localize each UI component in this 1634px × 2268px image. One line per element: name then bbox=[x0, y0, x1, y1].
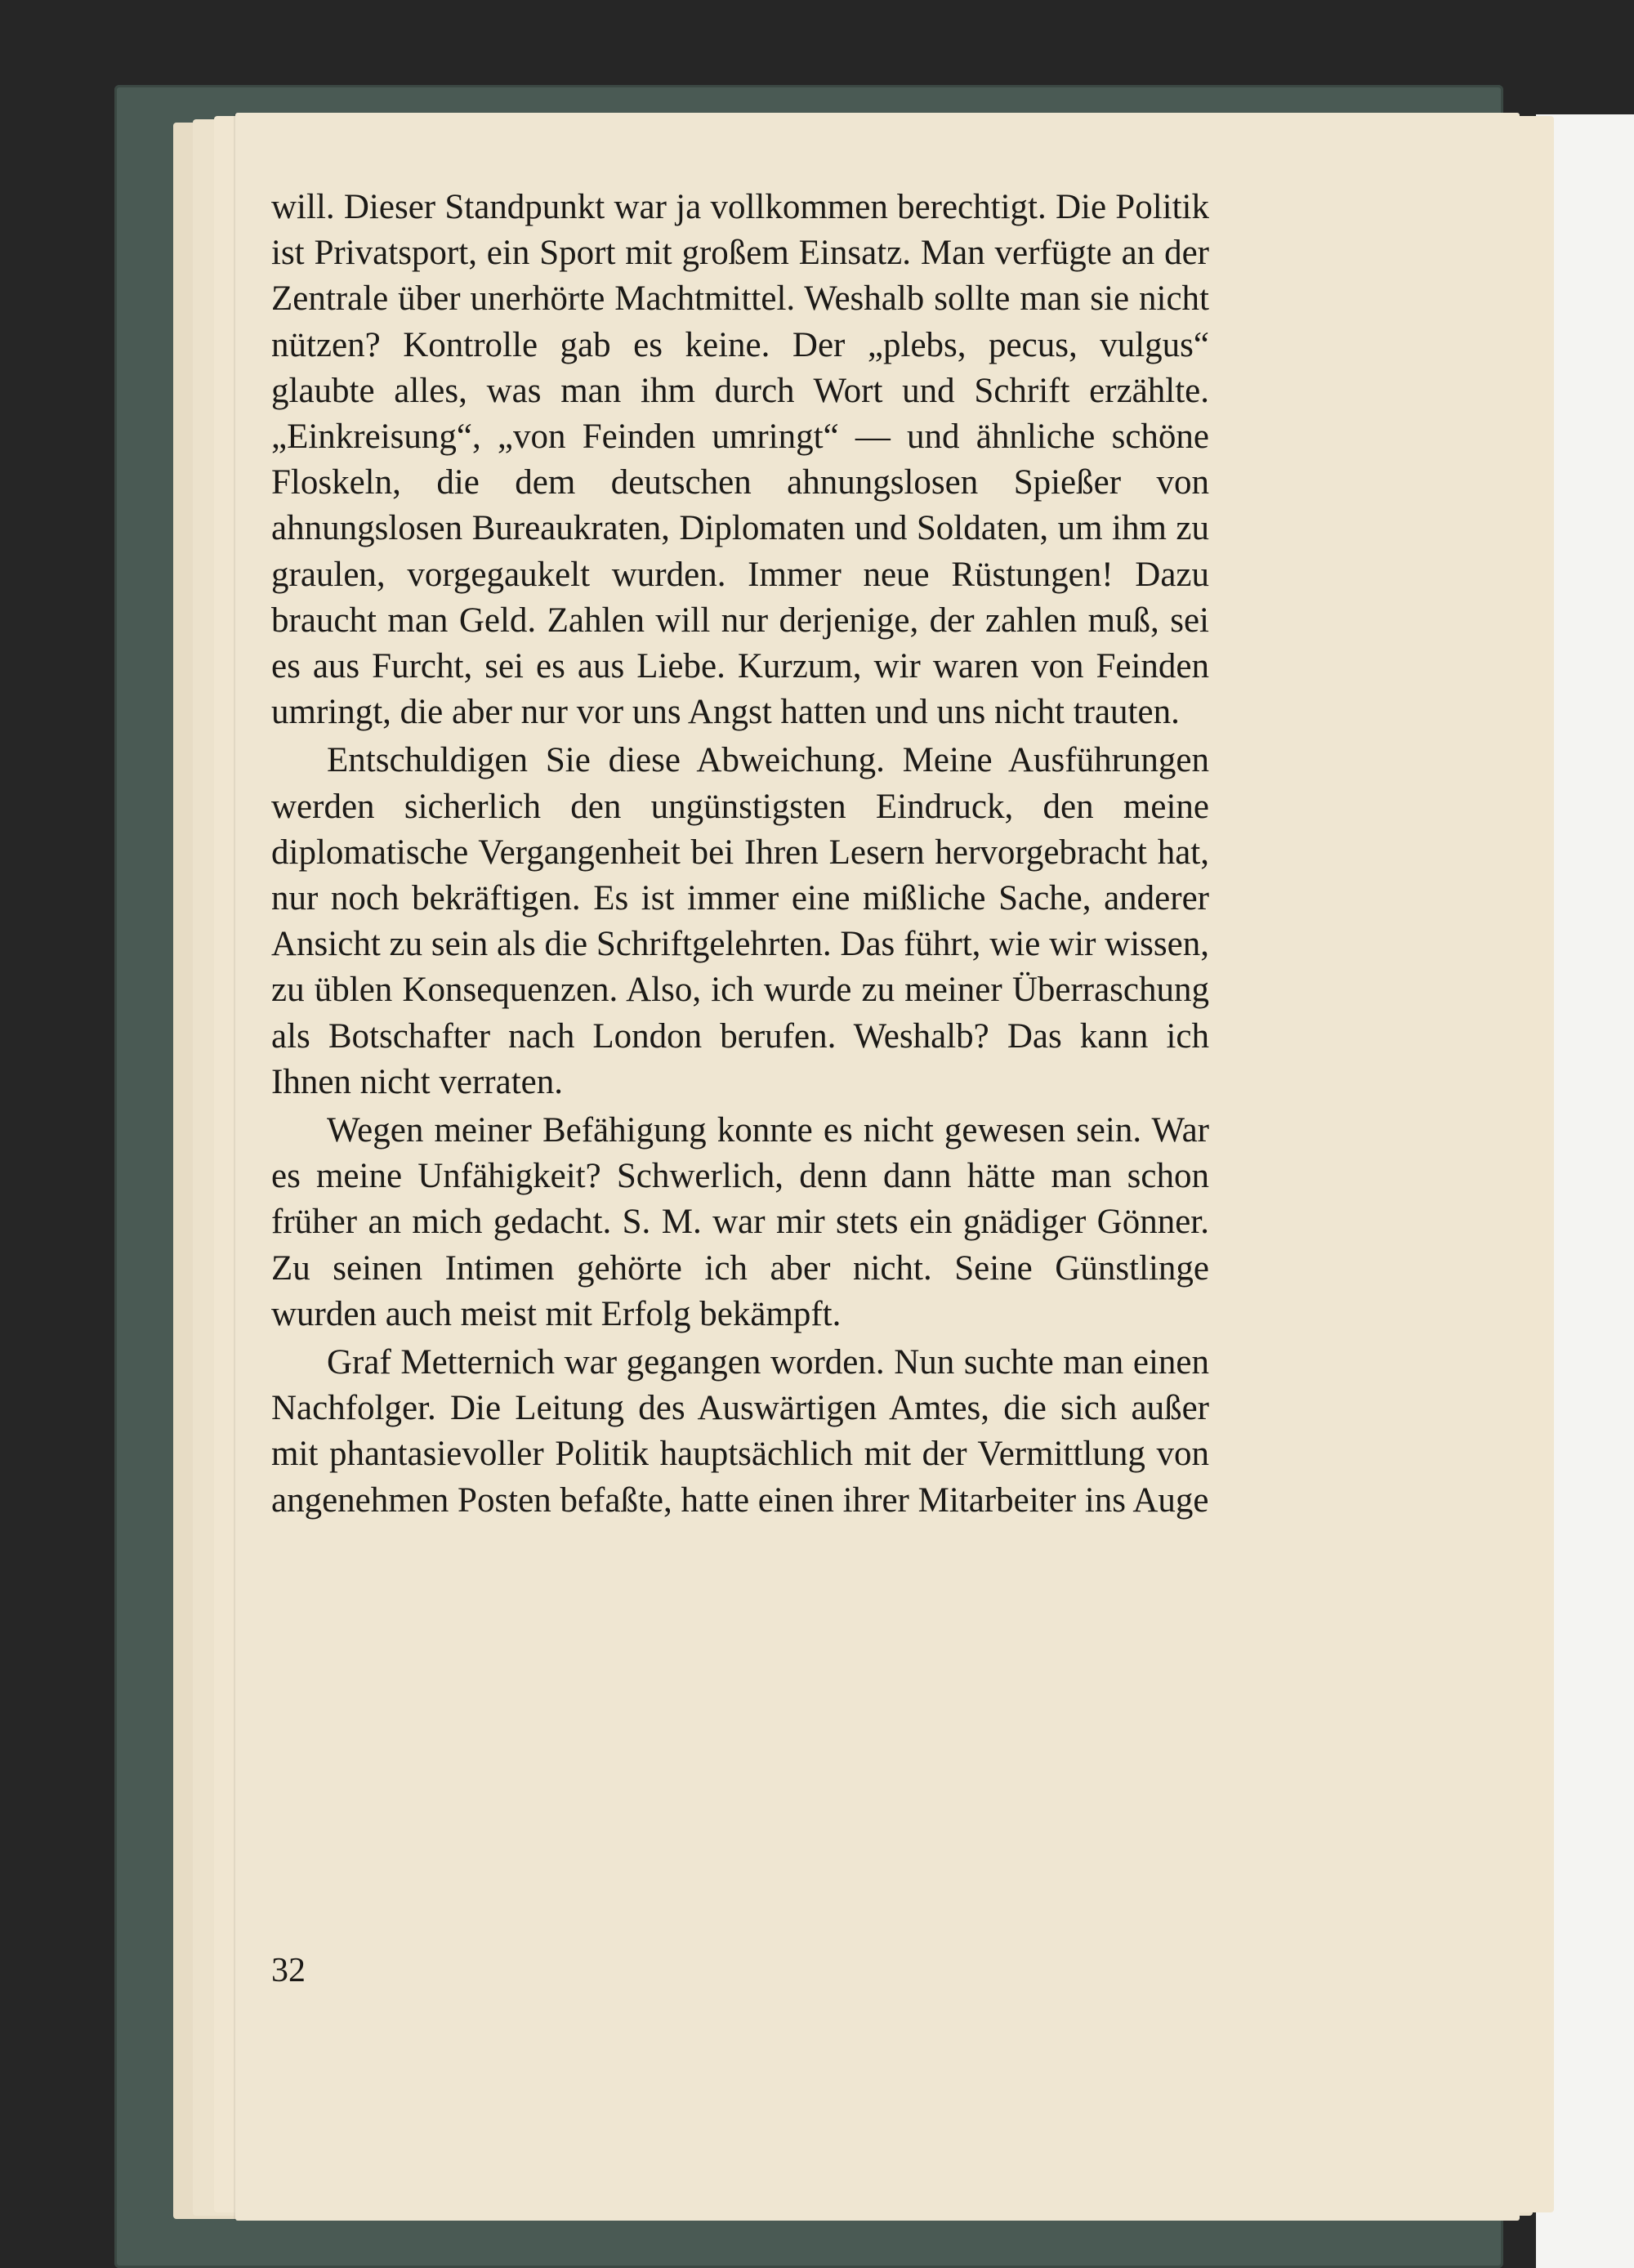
paragraph-4: Graf Metternich war gegangen worden. Nun suchte man einen Nachfolger. Die Leitung des Auswärtigen Amtes, die sich außer mit phantasievoller Politik hauptsächlich mit der Vermittlung von angenehmen Posten befaßte, hatte einen ihrer Mitarbeiter ins Auge bbox=[271, 1343, 1209, 1520]
paragraph-3: Wegen meiner Befähigung konnte es nicht gewesen sein. War es meine Unfähigkeit? Schwerlich, denn dann hätte man schon früher an mich gedacht. S. M. war mir stets ein gnädiger Gönner. Zu seinen Intimen gehörte ich aber nicht. Seine Günstlinge wurden auch meist mit Erfolg bekämpft. bbox=[271, 1111, 1209, 1333]
body-text bbox=[271, 185, 1209, 1524]
paragraph-1: will. Dieser Standpunkt war ja vollkommen berechtigt. Die Politik ist Privatsport, ein Sport mit großem Einsatz. Man verfügte an der Zentrale über unerhörte Machtmittel. Weshalb sollte man sie nicht nützen? Kontrolle gab es keine. Der „plebs, pecus, vulgus“ glaubte alles, was man ihm durch Wort und Schrift erzählte. „Einkreisung“, „von Feinden umringt“ — und ähnliche schöne Floskeln, die dem deutschen ahnungslosen Spießer von ahnungslosen Bureaukraten, Diplomaten und Soldaten, um ihm zu graulen, vorgegaukelt wurden. Immer neue Rüstungen! Dazu braucht man Geld. Zahlen will nur derjenige, der zahlen muß, sei es aus Furcht, sei es aus Liebe. Kurzum, wir waren von Feinden umringt, die aber nur vor uns Angst hatten und uns nicht trauten. bbox=[271, 188, 1209, 732]
paragraph-2: Entschuldigen Sie diese Abweichung. Meine Ausführungen werden sicherlich den ungünstigsten Eindruck, den meine diplomatische Vergangenheit bei Ihren Lesern hervorgebracht hat, nur noch bekräftigen. Es ist immer eine mißliche Sache, anderer Ansicht zu sein als die Schriftgelehrten. Das führt, wie wir wissen, zu üblen Konsequenzen. Also, ich wurde zu meiner Überraschung als Botschafter nach London berufen. Weshalb? Das kann ich Ihnen nicht verraten. bbox=[271, 741, 1209, 1101]
page-number: 32 bbox=[271, 1952, 306, 1989]
